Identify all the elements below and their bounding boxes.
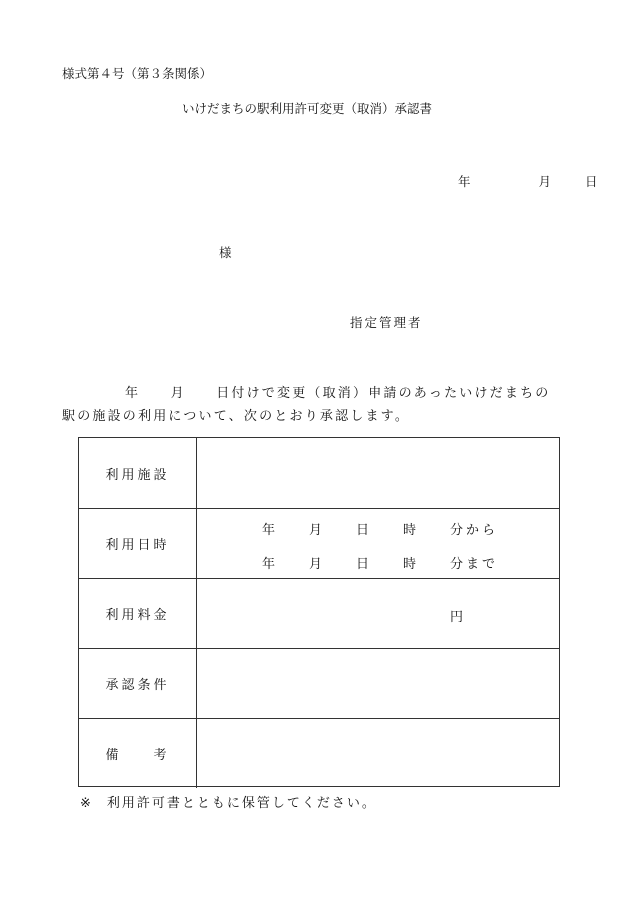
from-minute: 分から bbox=[450, 523, 499, 538]
remarks-value bbox=[197, 719, 559, 788]
conditions-value bbox=[197, 649, 559, 718]
datetime-value bbox=[197, 509, 559, 578]
conditions-label: 承認条件 bbox=[79, 649, 197, 718]
row-facility bbox=[79, 438, 559, 508]
document-title: いけだまちの駅利用許可変更（取消）承認書 bbox=[182, 101, 433, 116]
fee-value bbox=[197, 579, 559, 648]
row-fee bbox=[79, 578, 559, 648]
body-text-line2: 駅の施設の利用について、次のとおり承認します。 bbox=[62, 409, 411, 424]
from-year: 年 bbox=[262, 523, 276, 538]
footnote bbox=[80, 792, 377, 811]
remarks-label: 備 考 bbox=[79, 719, 197, 788]
note-mark: ※ bbox=[80, 796, 93, 811]
row-remarks bbox=[79, 718, 559, 788]
date-day: 日 bbox=[585, 174, 598, 189]
to-day: 日 bbox=[356, 557, 370, 572]
form-number: 様式第４号（第３条関係） bbox=[62, 66, 213, 81]
to-month: 月 bbox=[309, 557, 323, 572]
issuer: 指定管理者 bbox=[350, 315, 423, 330]
fee-label: 利用料金 bbox=[79, 579, 197, 648]
row-datetime bbox=[79, 508, 559, 578]
addressee-suffix: 様 bbox=[219, 245, 232, 260]
body-text-line1: 年 月 日付けで変更（取消）申請のあったいけだまちの bbox=[125, 386, 551, 401]
facility-label: 利用施設 bbox=[79, 438, 197, 508]
issue-date bbox=[458, 172, 598, 190]
datetime-label: 利用日時 bbox=[79, 509, 197, 578]
from-hour: 時 bbox=[403, 523, 417, 538]
from-month: 月 bbox=[309, 523, 323, 538]
from-day: 日 bbox=[356, 523, 370, 538]
row-conditions bbox=[79, 648, 559, 718]
to-year: 年 bbox=[262, 557, 276, 572]
facility-value bbox=[197, 438, 559, 508]
to-minute: 分まで bbox=[450, 557, 499, 572]
date-month: 月 bbox=[538, 174, 552, 189]
date-year: 年 bbox=[458, 174, 471, 189]
note-text: 利用許可書とともに保管してください。 bbox=[106, 796, 377, 811]
approval-table bbox=[78, 437, 560, 787]
to-hour: 時 bbox=[403, 557, 417, 572]
fee-unit: 円 bbox=[450, 610, 464, 625]
